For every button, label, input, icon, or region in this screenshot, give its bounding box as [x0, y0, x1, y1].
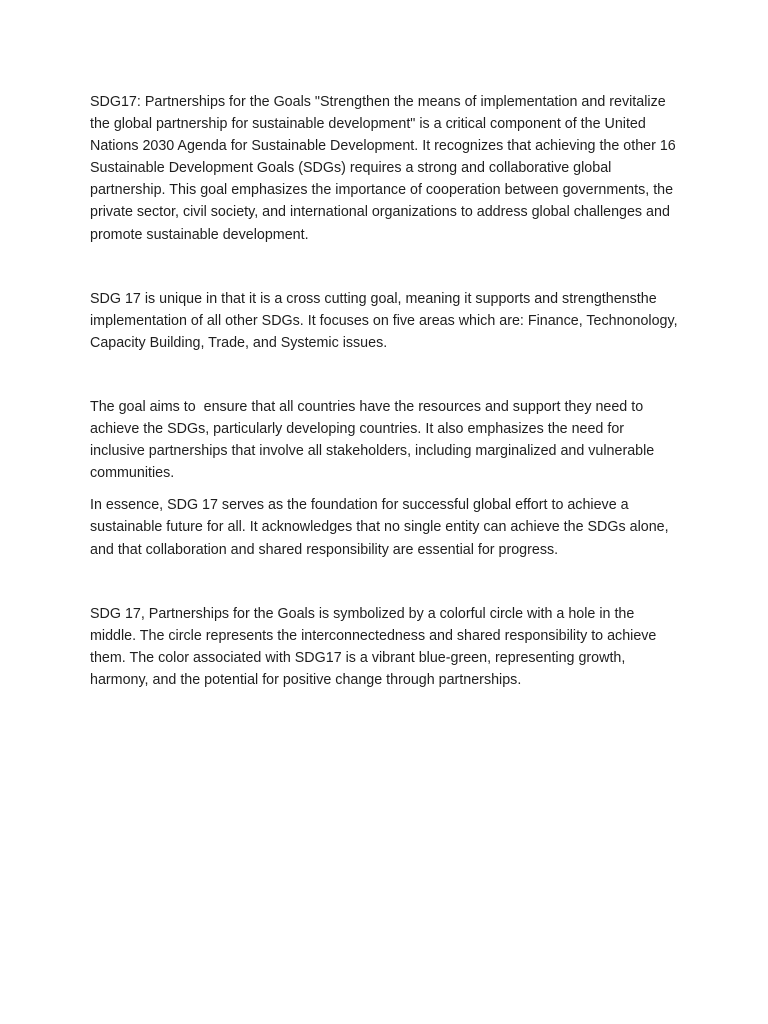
- document-body: [90, 91, 682, 691]
- paragraph-goal-aims: The goal aims to ensure that all countries have the resources and support they need to achieve the SDGs, particularly developing countries. It also emphasizes the need for inclusive partnerships that involve all stakeholders, including marginalized and vulnerable communities.: [90, 398, 659, 482]
- paragraph-symbol: SDG 17, Partnerships for the Goals is symbolized by a colorful circle with a hole in the middle. The circle represents the interconnectedness and shared responsibility to achieve them. The color associated with SDG17 is a vibrant blue-green, representing growth, harmony, and the potential for positive change through partnerships.: [90, 605, 661, 688]
- paragraph-cross-cutting-goal: SDG 17 is unique in that it is a cross cutting goal, meaning it supports and strengthensthe implementation of all other SDGs. It focuses on five areas which are: Finance, Technonology, Capacity Building, Trade, and Systemic issues.: [90, 290, 682, 351]
- paragraph-in-essence: In essence, SDG 17 serves as the foundation for successful global effort to achieve a sustainable future for all. It acknowledges that no single entity can achieve the SDGs alone, and that collaboration and shared responsibility are essential for progress.: [90, 497, 673, 558]
- paragraph-sdg17-overview: SDG17: Partnerships for the Goals "Strengthen the means of implementation and revitalize the global partnership for sustainable development" is a critical component of the United Nations 2030 Agenda for Sustainable Development. It recognizes that achieving the other 16 Sustainable Development Goals (SDGs) requires a strong and collaborative global partnership. This goal emphasizes the importance of cooperation between governments, the private sector, civil society, and international organizations to address global challenges and promote sustainable development.: [90, 94, 680, 243]
